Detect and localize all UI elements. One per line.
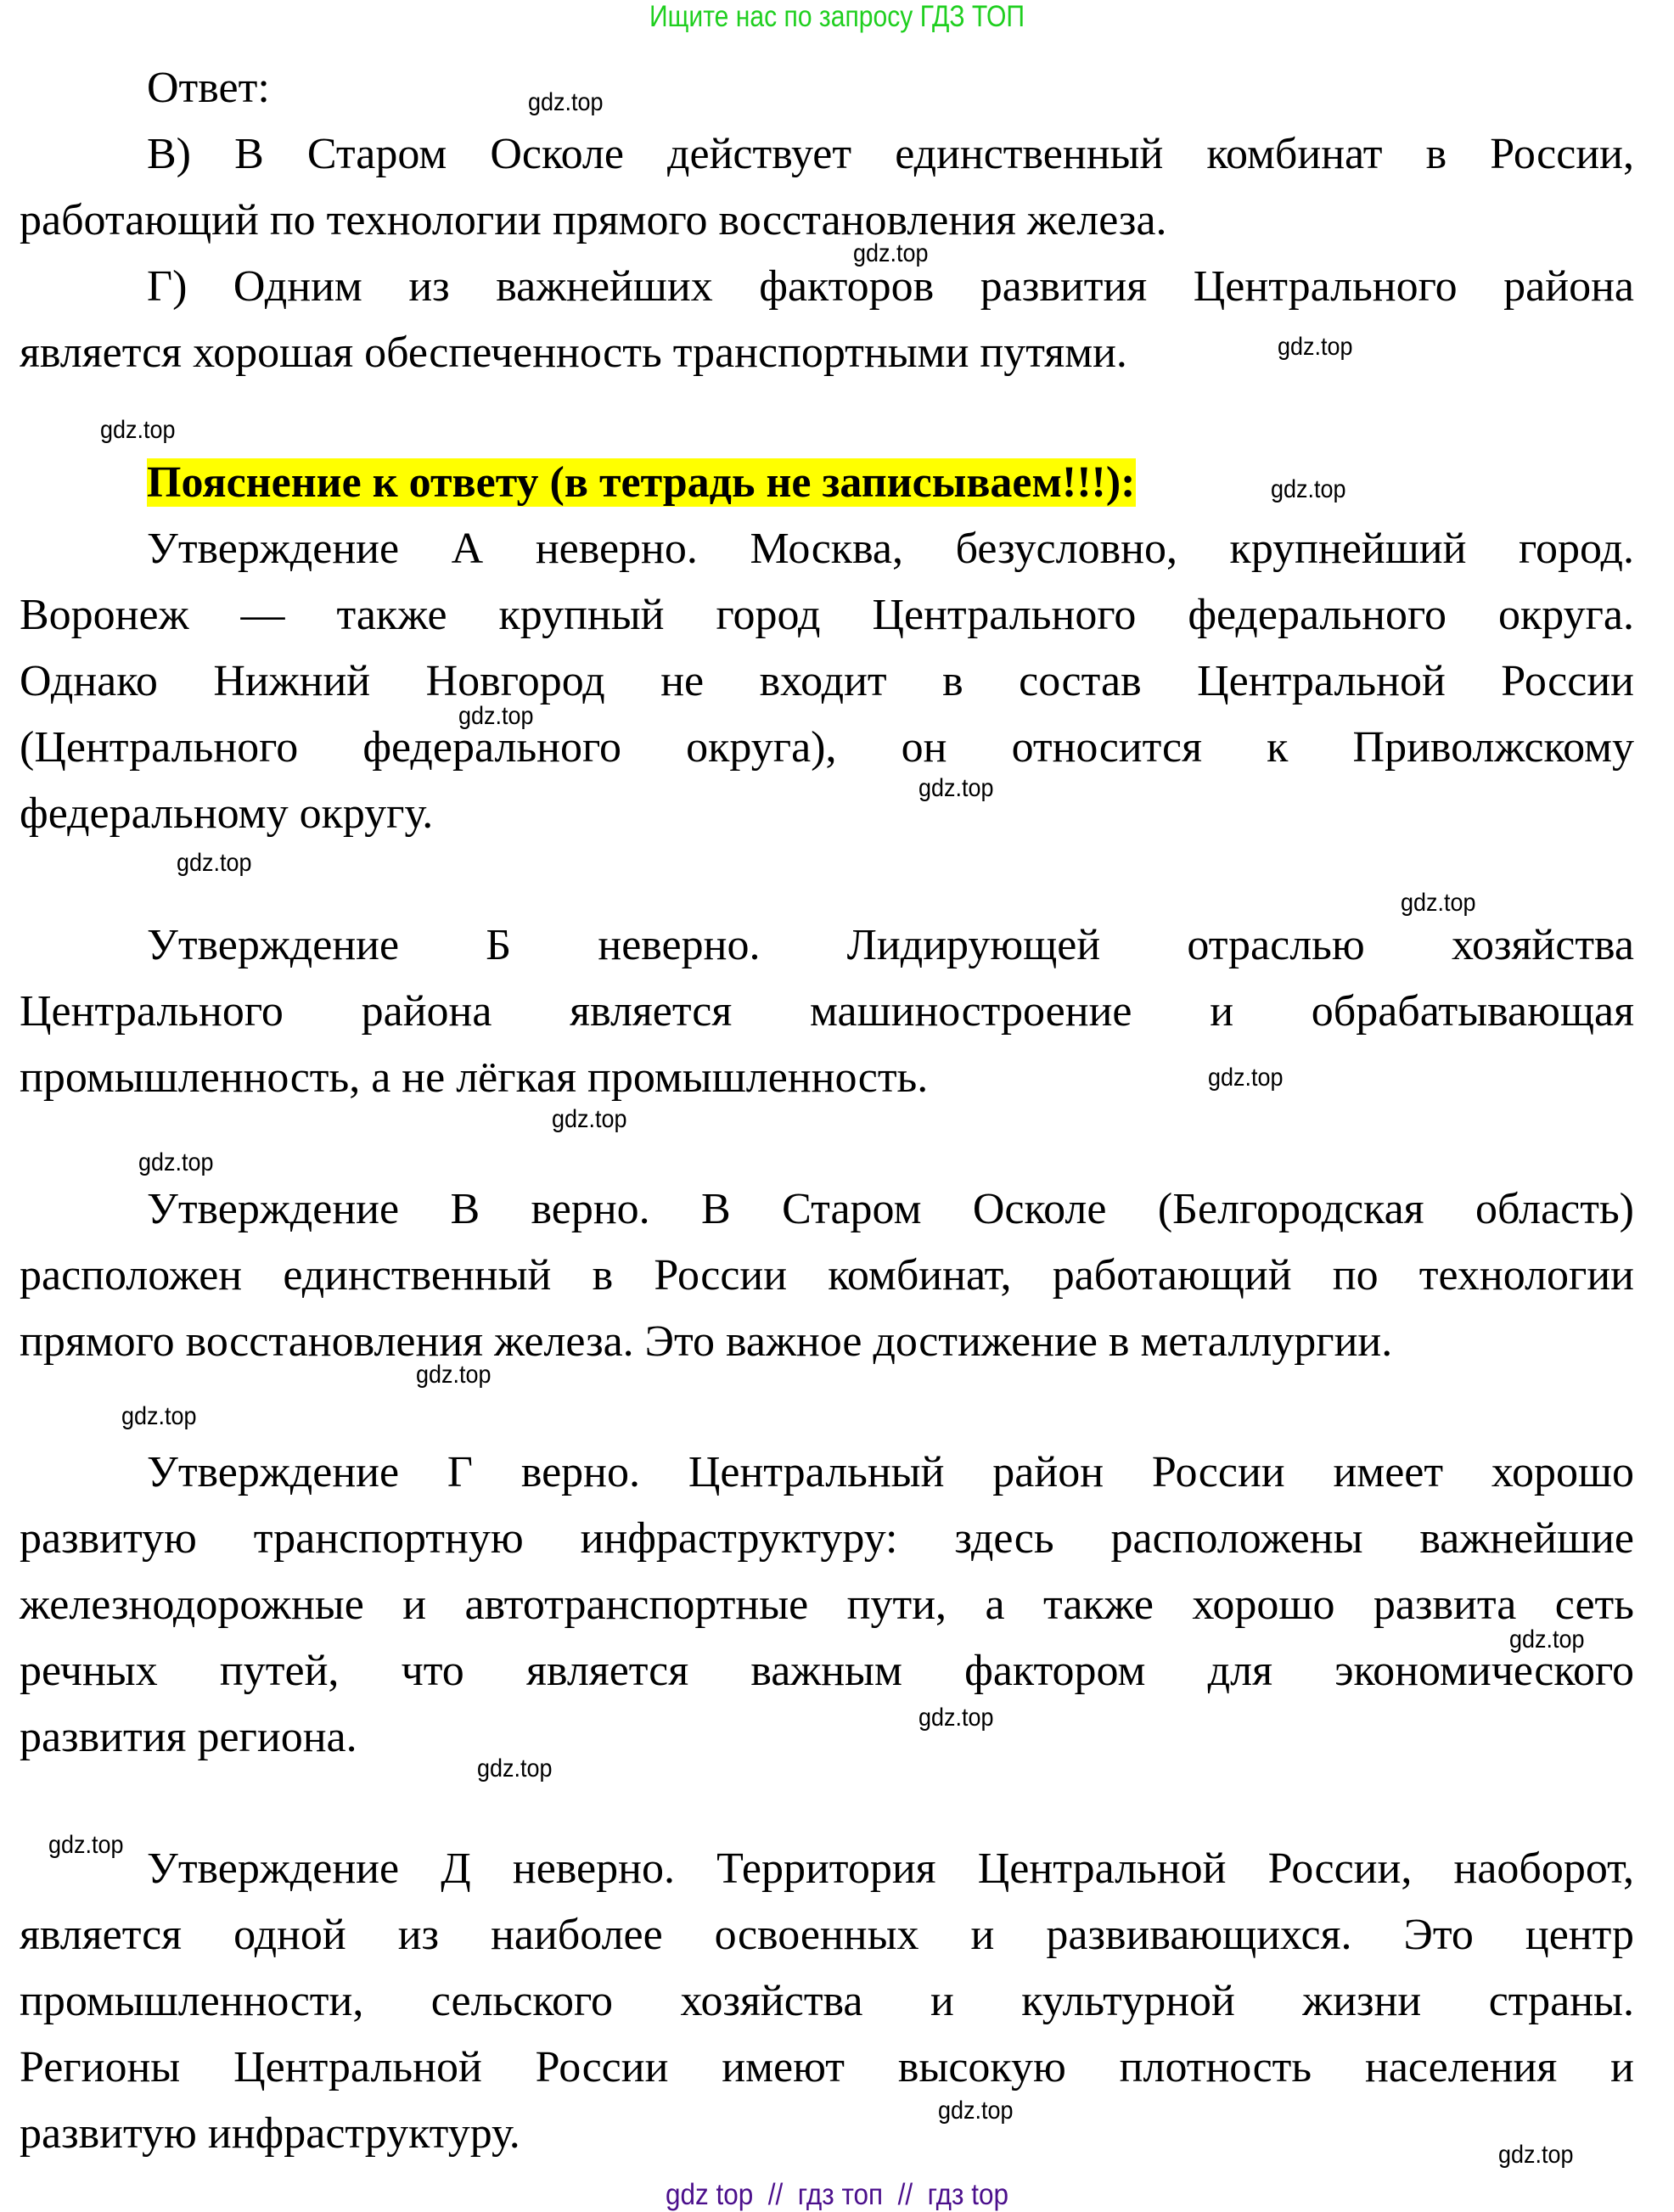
watermark: gdz.top [177, 849, 252, 877]
watermark: gdz.top [1401, 889, 1476, 917]
statement-b-line: Центрального района является машиностроение и обрабатывающая [20, 987, 1634, 1036]
watermark: gdz.top [918, 1704, 994, 1732]
watermark: gdz.top [528, 88, 604, 116]
watermark: gdz.top [477, 1754, 553, 1783]
statement-g-line: развитую транспортную инфраструктуру: здесь расположены важнейшие [20, 1514, 1634, 1563]
watermark: gdz.top [121, 1402, 197, 1430]
promo-header: Ищите нас по запросу ГДЗ ТОП [649, 0, 1025, 33]
watermark: gdz.top [1278, 333, 1353, 361]
statement-v-line: прямого восстановления железа. Это важное достижение в металлургии. [20, 1317, 1393, 1366]
statement-g-line: развития региона. [20, 1713, 357, 1761]
explanation-heading [147, 458, 1136, 508]
watermark: gdz.top [1498, 2141, 1574, 2169]
watermark: gdz.top [416, 1361, 492, 1389]
footer-links[interactable]: gdz top // гдз топ // гдз top [665, 2178, 1009, 2211]
watermark: gdz.top [1208, 1064, 1284, 1092]
answer-v-line-1: В) В Старом Осколе действует единственный комбинат в России, [147, 130, 1634, 178]
watermark: gdz.top [138, 1148, 214, 1176]
statement-a-line: (Центрального федерального округа), он относится к Приволжскому [20, 723, 1634, 772]
statement-g-line: железнодорожные и автотранспортные пути, а также хорошо развита сеть [20, 1580, 1634, 1629]
watermark: gdz.top [853, 239, 929, 267]
statement-v-line: Утверждение В верно. В Старом Осколе (Белгородская область) [147, 1185, 1634, 1233]
answer-label: Ответ: [147, 64, 270, 112]
statement-g-line: Утверждение Г верно. Центральный район России имеет хорошо [147, 1448, 1634, 1496]
statement-d-line: является одной из наиболее освоенных и развивающихся. Это центр [20, 1911, 1634, 1959]
watermark: gdz.top [48, 1831, 124, 1859]
answer-g-line-1: Г) Одним из важнейших факторов развития Центрального района [147, 262, 1634, 311]
statement-g-line: речных путей, что является важным фактором для экономического [20, 1647, 1634, 1695]
watermark: gdz.top [552, 1105, 627, 1133]
answer-g-line-2: является хорошая обеспеченность транспортными путями. [20, 328, 1127, 377]
statement-d-line: Регионы Центральной России имеют высокую плотность населения и [20, 2043, 1634, 2091]
watermark: gdz.top [458, 702, 534, 730]
watermark: gdz.top [100, 416, 176, 444]
statement-d-line: развитую инфраструктуру. [20, 2109, 520, 2158]
statement-a-line: Воронеж — также крупный город Центрального федерального округа. [20, 591, 1634, 639]
watermark: gdz.top [1271, 475, 1346, 503]
statement-a-line: Однако Нижний Новгород не входит в состав Центральной России [20, 657, 1634, 705]
answer-v-line-2: работающий по технологии прямого восстановления железа. [20, 196, 1167, 244]
statement-d-line: Утверждение Д неверно. Территория Центральной России, наоборот, [147, 1844, 1634, 1893]
statement-a-line: федеральному округу. [20, 789, 434, 838]
statement-v-line: расположен единственный в России комбинат, работающий по технологии [20, 1251, 1634, 1300]
watermark: gdz.top [918, 774, 994, 802]
statement-b-line: Утверждение Б неверно. Лидирующей отраслью хозяйства [147, 921, 1634, 969]
watermark: gdz.top [1509, 1625, 1585, 1653]
highlighted-heading: Пояснение к ответу (в тетрадь не записываем!!!): [147, 458, 1136, 507]
statement-a-line: Утверждение А неверно. Москва, безусловно, крупнейший город. [147, 525, 1634, 573]
watermark: gdz.top [938, 2097, 1014, 2125]
statement-b-line: промышленность, а не лёгкая промышленность. [20, 1053, 929, 1102]
statement-d-line: промышленности, сельского хозяйства и культурной жизни страны. [20, 1977, 1634, 2025]
